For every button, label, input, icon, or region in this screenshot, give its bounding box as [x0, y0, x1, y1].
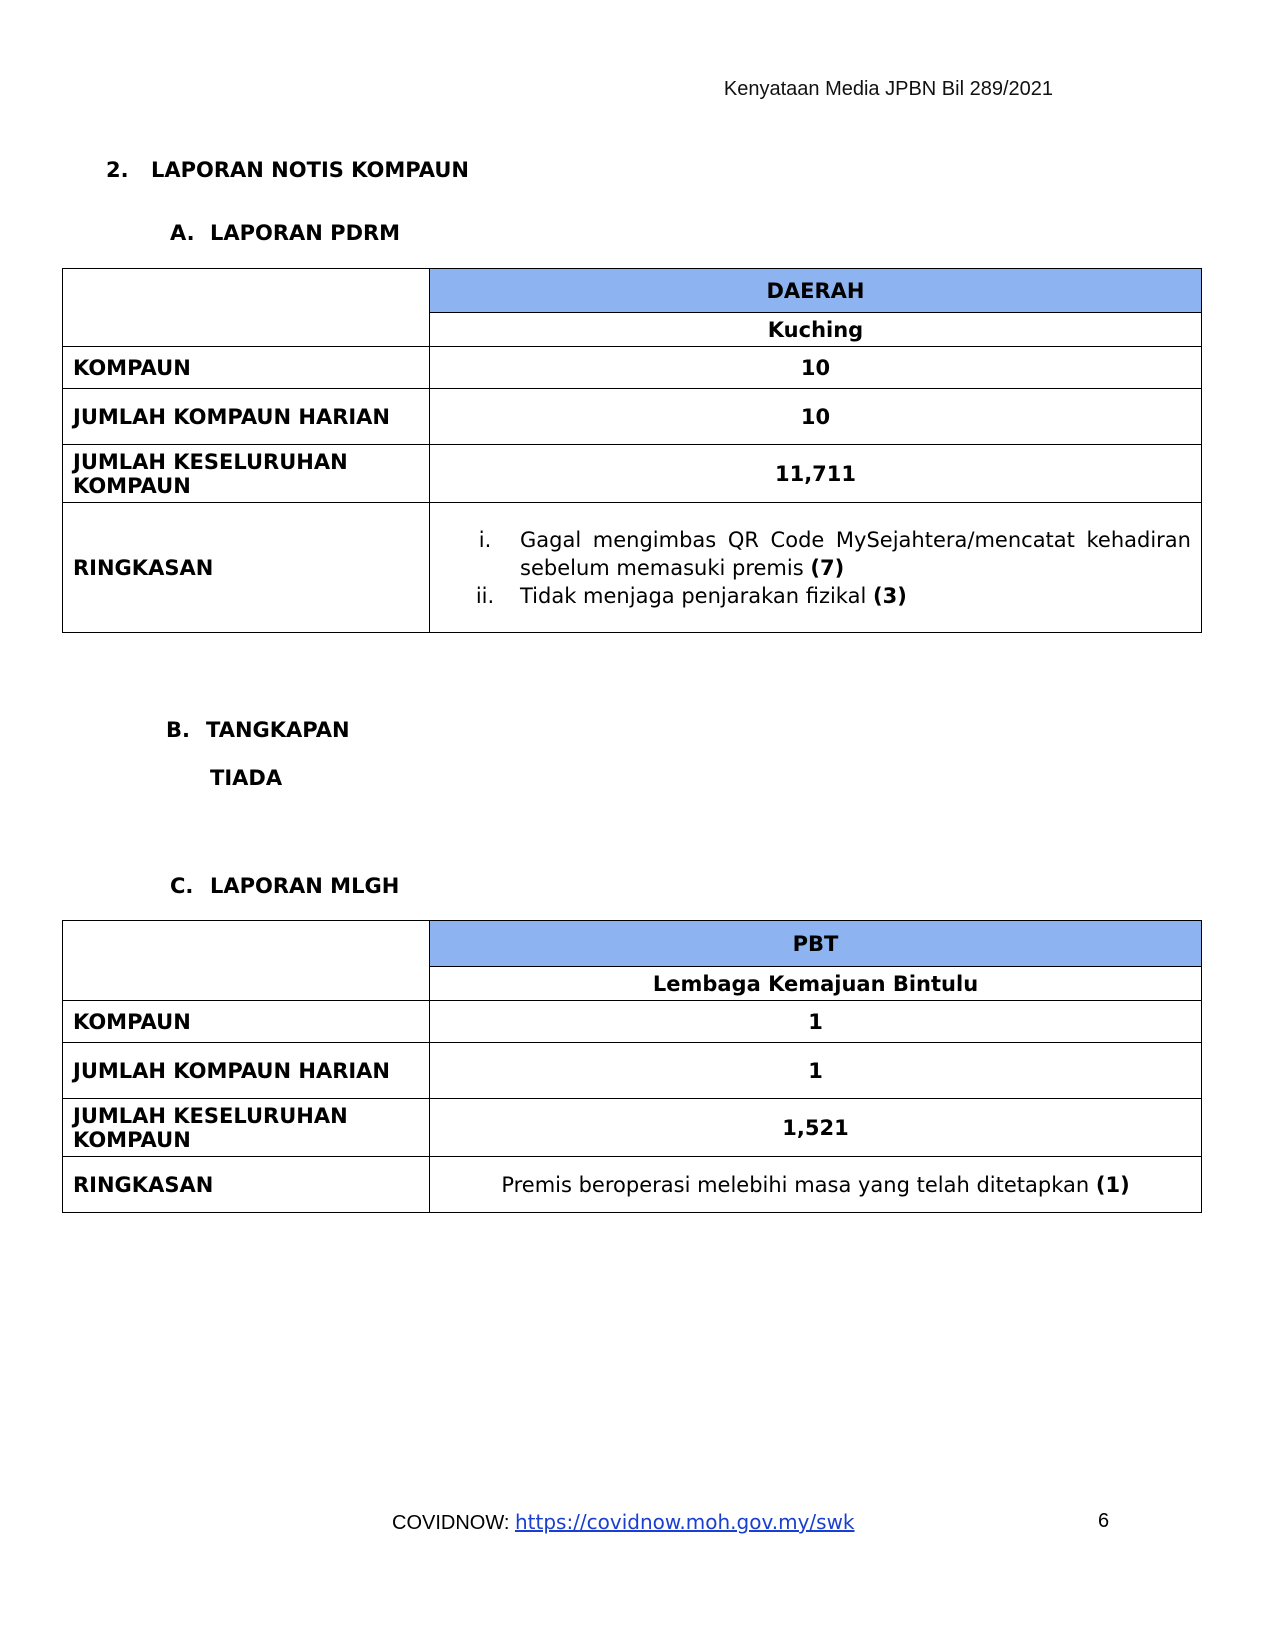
covidnow-link[interactable]: https://covidnow.moh.gov.my/swk — [514, 1510, 855, 1534]
table-row — [63, 1001, 1202, 1043]
row-label: KOMPAUN — [63, 347, 430, 389]
empty-corner-cell — [63, 269, 430, 347]
list-count: (3) — [873, 583, 907, 608]
list-number: i. — [478, 527, 492, 552]
list-text: Tidak menjaga penjarakan fizikal — [520, 583, 867, 608]
summary-text: Premis beroperasi melebihi masa yang telah ditetapkan — [501, 1172, 1090, 1197]
part-a-letter: A. — [170, 221, 195, 245]
document-reference: Kenyataan Media JPBN Bil 289/2021 — [723, 78, 1053, 100]
table-row-summary — [63, 1157, 1202, 1213]
row-value: 10 — [430, 389, 1202, 445]
row-value: 1 — [430, 1043, 1202, 1099]
row-value: 1 — [430, 1001, 1202, 1043]
part-b-title — [166, 718, 350, 742]
table-row — [63, 389, 1202, 445]
part-c-letter: C. — [170, 874, 194, 898]
summary-cell — [430, 1157, 1202, 1213]
row-label: JUMLAH KOMPAUN HARIAN — [63, 389, 430, 445]
summary-label: RINGKASAN — [63, 1157, 430, 1213]
part-a-title-text: LAPORAN PDRM — [210, 221, 401, 245]
pbt-name: Lembaga Kemajuan Bintulu — [430, 967, 1202, 1001]
list-item — [440, 582, 1191, 610]
row-label: JUMLAH KESELURUHAN KOMPAUN — [63, 1099, 430, 1157]
row-value: 10 — [430, 347, 1202, 389]
list-number: ii. — [475, 583, 495, 608]
footer-label: COVIDNOW: — [392, 1512, 515, 1534]
summary-list — [440, 526, 1191, 610]
row-label: JUMLAH KESELURUHAN KOMPAUN — [63, 445, 430, 503]
district-header: DAERAH — [430, 269, 1202, 313]
summary-count: (1) — [1095, 1172, 1130, 1197]
part-b-title-text: TANGKAPAN — [206, 718, 350, 742]
table-row — [63, 347, 1202, 389]
district-name: Kuching — [430, 313, 1202, 347]
section-title-text: LAPORAN NOTIS KOMPAUN — [151, 158, 469, 182]
pbt-header: PBT — [430, 921, 1202, 967]
table-header-row — [63, 921, 1202, 967]
mlgh-report-table — [62, 920, 1202, 1213]
list-count: (7) — [810, 555, 845, 580]
summary-label: RINGKASAN — [63, 503, 430, 633]
row-value: 11,711 — [430, 445, 1202, 503]
table-row — [63, 445, 1202, 503]
list-item — [440, 526, 1191, 582]
part-b-letter: B. — [166, 718, 190, 742]
row-label: JUMLAH KOMPAUN HARIAN — [63, 1043, 430, 1099]
summary-cell — [430, 503, 1202, 633]
section-number: 2. — [106, 158, 129, 182]
list-text: Gagal mengimbas QR Code MySejahtera/mencatat kehadiran sebelum memasuki premis — [520, 527, 1191, 580]
table-row — [63, 1043, 1202, 1099]
table-header-row — [63, 269, 1202, 313]
table-row-summary — [63, 503, 1202, 633]
section-title — [106, 158, 469, 182]
footer — [392, 1510, 855, 1535]
table-row — [63, 1099, 1202, 1157]
empty-corner-cell — [63, 921, 430, 1001]
part-c-title-text: LAPORAN MLGH — [210, 874, 400, 898]
row-value: 1,521 — [430, 1099, 1202, 1157]
pdrm-report-table — [62, 268, 1202, 633]
row-label: KOMPAUN — [63, 1001, 430, 1043]
part-c-title — [170, 874, 399, 898]
part-b-value: TIADA — [210, 766, 283, 790]
page-number: 6 — [1098, 1510, 1110, 1532]
part-a-title — [170, 221, 400, 245]
